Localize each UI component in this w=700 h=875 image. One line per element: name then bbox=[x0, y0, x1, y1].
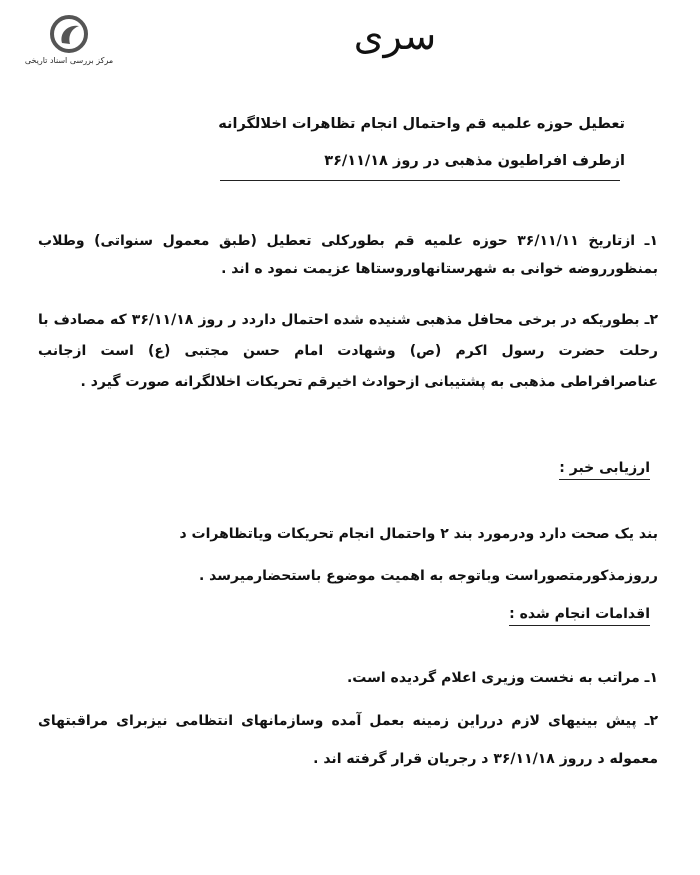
action-item-1: ۱ـ مراتب به نخست وزیری اعلام گردیده است. bbox=[346, 670, 658, 686]
classification-stamp: سری bbox=[353, 14, 437, 58]
logo-caption: مرکز بررسی اسناد تاریخی bbox=[24, 56, 114, 65]
actions-label: اقدامات انجام شده : bbox=[509, 606, 650, 626]
paragraph-2: ۲ـ بطوریکه در برخی محافل مذهبی شنیده شده احتمال داردد ر روز ۳۶/۱۱/۱۸ که مصادف با رحلت حضرت رسول اکرم (ص) وشهادت امام حسن مجتبی (ع) است ازجانب عناصرافراطی مذهبی به پشتیبانی ازحوادث اخیرقم تحریکات اخلالگرانه صورت گیرد . bbox=[38, 312, 658, 390]
archive-logo-icon bbox=[49, 14, 89, 54]
title-underline bbox=[220, 180, 620, 181]
title-line-1: تعطیل حوزه علمیه قم واحتمال انجام تظاهرات اخلالگرانه bbox=[218, 116, 625, 132]
title-line-2: ازطرف افراطیون مذهبی در روز ۳۶/۱۱/۱۸ bbox=[324, 153, 625, 169]
action-item-2: ۲ـ پیش بینیهای لازم درراین زمینه بعمل آمده وسازمانهای انتظامی نیزبرای مراقبتهای معموله د رروز ۳۶/۱۱/۱۸ د رجریان قرار گرفته اند . bbox=[38, 713, 658, 767]
archive-logo bbox=[14, 14, 124, 70]
assessment-label: ارزیابی خبر : bbox=[559, 460, 650, 480]
paragraph-1: ۱ـ ازتاریخ ۳۶/۱۱/۱۱ حوزه علمیه قم بطورکلی تعطیل (طبق معمول سنواتی) وطلاب بمنظورروضه خوانی به شهرستانهاوروستاها عزیمت نمود ه اند . bbox=[38, 233, 658, 277]
assessment-text: بند یک صحت دارد ودرمورد بند ۲ واحتمال انجام تحریکات ویاتظاهرات د رروزمذکورمتصوراست وباتوجه به اهمیت موضوع باستحضارمیرسد . bbox=[179, 526, 658, 584]
